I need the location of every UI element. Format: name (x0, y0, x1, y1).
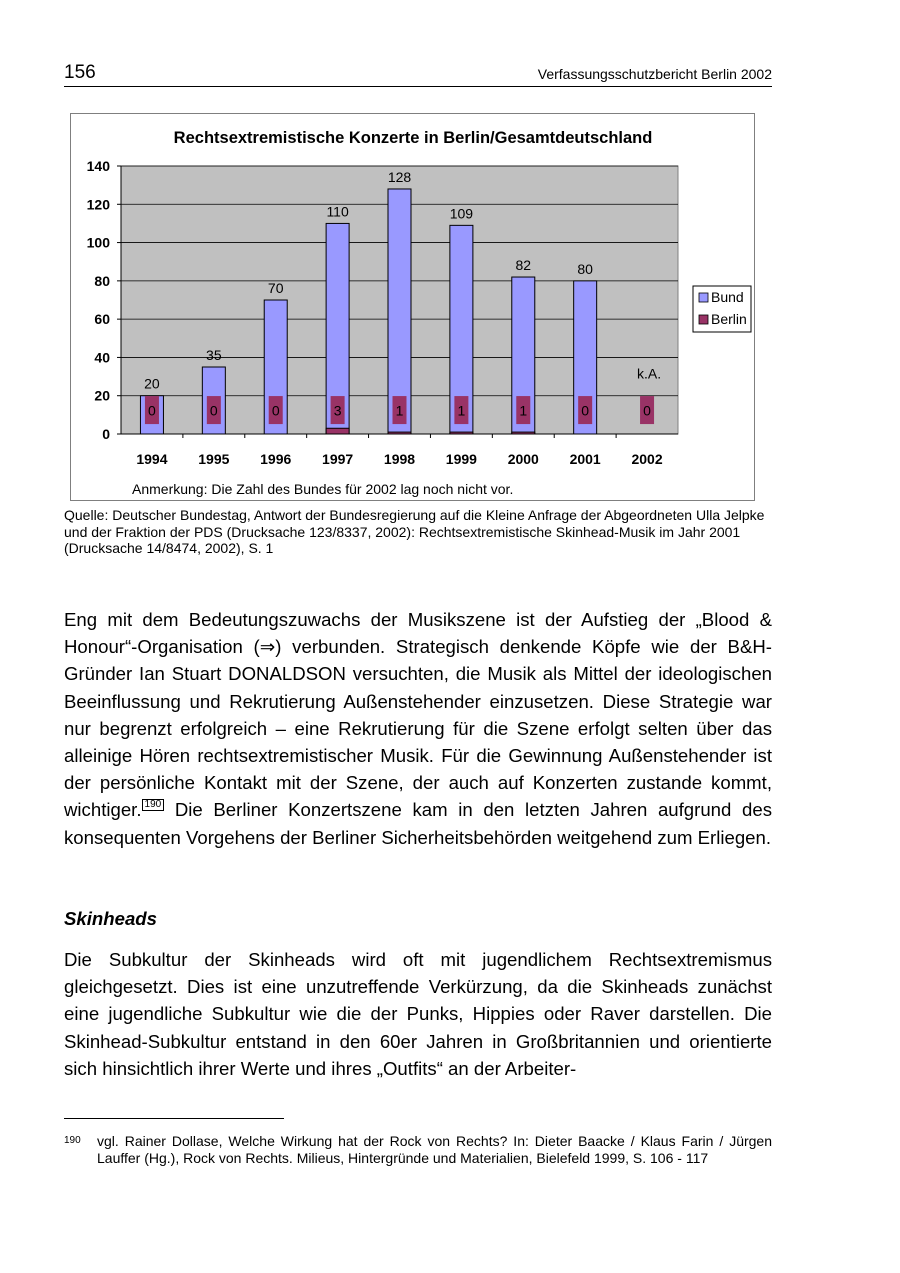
x-tick-label: 2001 (569, 451, 601, 467)
footnote-divider (64, 1118, 284, 1119)
paragraph-blood-honour (64, 606, 772, 851)
berlin-value-label: 0 (148, 402, 156, 419)
bund-value-label: 109 (449, 205, 474, 222)
legend-swatch-berlin (699, 315, 708, 324)
berlin-value-label: 0 (209, 402, 218, 419)
section-heading: Skinheads (64, 908, 158, 929)
y-tick-label: 60 (94, 311, 110, 328)
running-title: Verfassungsschutzbericht Berlin 2002 (537, 66, 772, 82)
bar-berlin (388, 432, 411, 434)
bund-value-label: 110 (326, 203, 349, 220)
berlin-value-label: 1 (519, 402, 528, 419)
page-number: 156 (64, 62, 96, 83)
x-tick-label: 1996 (260, 451, 292, 467)
y-tick-label: 140 (86, 158, 110, 174)
footnote-text: vgl. Rainer Dollase, Welche Wirkung hat der Rock von Rechts? In: Dieter Baacke / Klaus Farin / Jürgen Lauffer (Hg.), Rock von Rechts. Milieus, Hintergründe und Materialien, Bielefeld 1999, S. 106 - 117 (97, 1133, 772, 1166)
bund-value-label: 82 (515, 257, 532, 274)
x-tick-label: 1997 (322, 451, 354, 467)
berlin-value-label: 3 (333, 402, 342, 419)
page-header (64, 62, 772, 87)
berlin-value-label: 0 (643, 402, 651, 419)
berlin-value-label: 1 (395, 402, 404, 419)
x-tick-label: 1995 (198, 451, 230, 467)
y-tick-label: 100 (86, 234, 110, 251)
y-tick-label: 120 (86, 196, 110, 213)
bund-value-label: 35 (206, 347, 222, 363)
chart-title: Rechtsextremistische Konzerte in Berlin/Gesamtdeutschland (173, 129, 653, 147)
bund-value-label: 128 (387, 168, 412, 185)
bar-berlin (326, 428, 349, 434)
legend-label-bund: Bund (711, 289, 744, 305)
footnote-number: 190 (64, 1135, 81, 1146)
x-tick-label: 2000 (507, 451, 539, 467)
paragraph-text: Eng mit dem Bedeutungszuwachs der Musikszene ist der Aufstieg der „Blood & Honour“-Organisation (⇒) verbunden. Strategisch denkende Köpfe wie der B&H-Gründer Ian Stuart DONALDSON versuchten, die Musik als Mittel der ideologischen Beeinflussung und Rekrutierung Außenstehender einzusetzen. Diese Strategie war nur begrenzt erfolgreich – eine Rekrutierung für die Szene erfolgt selten über das alleinige Hören rechtsextremistischer Musik. Für die Gewinnung Außenstehender ist der persönliche Kontakt mit der Szene, der auch auf Konzerten zustande kommt, wichtiger. (64, 609, 772, 821)
legend-swatch-bund (699, 293, 708, 302)
bund-value-label: 20 (144, 375, 160, 392)
paragraph-skinheads: Die Subkultur der Skinheads wird oft mit jugendlichem Rechtsextremismus gleichgesetzt. Dies ist eine unzutreffende Verkürzung, da die Skinheads zunächst eine jugendliche Subkultur wie die der Punks, Hippies oder Raver darstellen. Die Skinhead-Subkultur entstand in den 60er Jahren in Großbritannien und orientierte sich hinsichtlich ihrer Werte und ihres „Outfits“ an der Arbeiter- (64, 949, 772, 1079)
berlin-value-label: 0 (271, 402, 280, 419)
bar-berlin (512, 432, 535, 434)
footnote-reference[interactable]: 190 (142, 799, 165, 811)
bar-berlin (450, 432, 473, 434)
bund-value-label: 80 (577, 260, 593, 277)
y-tick-label: 40 (94, 349, 110, 366)
paragraph-text: Die Berliner Konzertszene kam in den letzten Jahren aufgrund des konsequenten Vorgehens der Berliner Sicherheitsbehörden weitgehend zum Erliegen. (64, 799, 772, 848)
y-tick-label: 0 (102, 426, 110, 442)
bar-chart (71, 114, 754, 500)
bund-value-label: k.A. (636, 365, 662, 382)
x-tick-label: 1999 (445, 451, 477, 467)
bund-value-label: 70 (267, 280, 284, 296)
x-tick-label: 2002 (631, 451, 663, 467)
chart-frame (70, 113, 755, 501)
figure-caption: Quelle: Deutscher Bundestag, Antwort der Bundesregierung auf die Kleine Anfrage der Abgeordneten Ulla Jelpke und der Fraktion der PDS (Drucksache 123/8337, 2002): Rechtsextremistische Skinhead-Musik im Jahr 2001 (Drucksache 14/8474, 2002), S. 1 (64, 507, 765, 556)
legend-label-berlin: Berlin (711, 311, 747, 327)
footnote (64, 1133, 772, 1166)
chart-note: Anmerkung: Die Zahl des Bundes für 2002 lag noch nicht vor. (132, 481, 514, 497)
y-tick-label: 20 (94, 387, 110, 404)
y-tick-label: 80 (94, 272, 110, 289)
berlin-value-label: 0 (581, 402, 590, 419)
x-tick-label: 1998 (383, 451, 416, 467)
x-tick-label: 1994 (136, 451, 168, 467)
berlin-value-label: 1 (457, 402, 466, 419)
